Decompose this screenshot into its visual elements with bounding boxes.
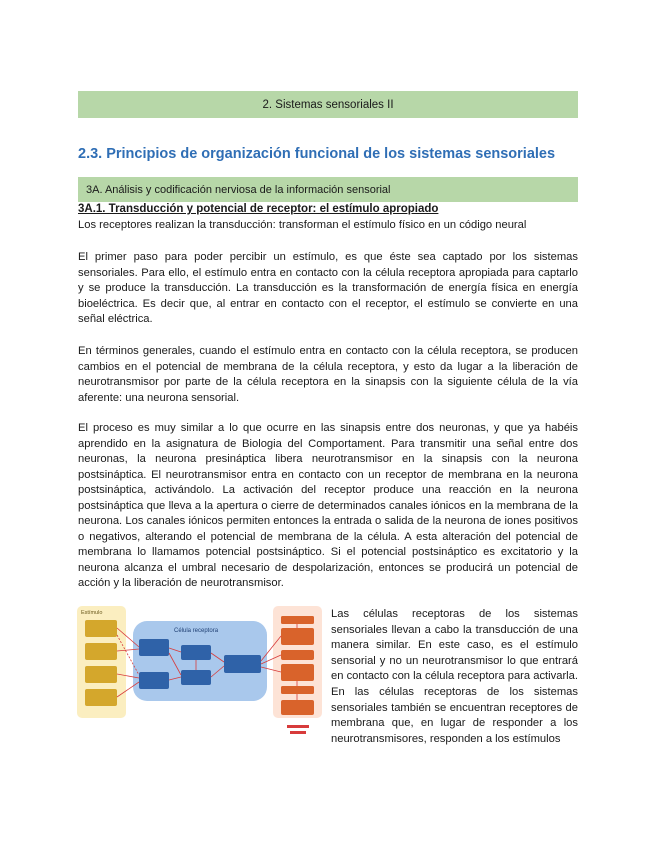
paragraph-1: El primer paso para poder percibir un estímulo, es que éste sea captado por los sistemas sensoriales. Para ello, el estímulo entra en contacto con la célula receptora apropiada para captarlo y se produce la transducción. La transducción es la transformación de energía física en energía bioeléctrica. Es decir que, al entrar en contacto con el receptor, el estímulo se convierte en una señal eléctrica. (78, 251, 578, 325)
intro-paragraph: Los receptores realizan la transducción: transforman el estímulo físico en un código neural (78, 219, 527, 231)
section-banner (78, 91, 578, 118)
paragraph-3: El proceso es muy similar a lo que ocurre en las sinapsis entre dos neuronas, y que ya habéis aprendido en la asignatura de Biologia del Comportament. Para transmitir una señal entre dos neuronas, la neurona presináptica libera neurotransmisor en la sinapsis con la neurona postsináptica. El neurotransmisor entra en contacto con un receptor de membrana en la neurona postsináptica, activándolo. La activación del receptor produce una reacción en la neurona postsináptica que lleva a la apertura o cierre de determinados canales iónicos en la membrana de la neurona. Los canales iónicos permiten entonces la entrada o salida de la neurona de iones positivos o negativos, alterando el potencial de membrana de la célula. A esta alteración del potencial de membrana lo llamamos potencial postsináptico. Si el potencial postsináptico es excitatorio y la neurona alcanza el umbral necesario de despolarización, entonces se producirá un potencial de acción y la liberación de neurotransmisor. (78, 422, 578, 589)
subsection-text: 3A. Análisis y codificación nerviosa de la información sensorial (86, 183, 391, 196)
paragraph-2: En términos generales, cuando el estímulo entra en contacto con la célula receptora, se producen cambios en el potencial de membrana de la célula receptora, y esto da lugar a la liberación de neurotransmisor por parte de la célula receptora en la sinapsis con la siguiente célula de la vía aferente: una neurona sensorial. (78, 345, 578, 404)
stimulus-panel-label: Estímulo (81, 610, 103, 616)
output-box (281, 686, 314, 694)
cell-box (181, 645, 211, 660)
stimulus-box (85, 620, 117, 637)
stimulus-box (85, 666, 117, 683)
subsection-heading: 3A.1. Transducción y potencial de receptor: el estímulo apropiado (78, 203, 439, 215)
receptor-cell-label: Célula receptora (174, 628, 219, 634)
cell-box (224, 655, 261, 673)
subsection-banner (78, 177, 578, 202)
output-caption-mark (290, 731, 306, 734)
stimulus-box (85, 689, 117, 706)
section-banner-text: 2. Sistemas sensoriales II (262, 98, 394, 111)
cell-box (181, 670, 211, 685)
cell-box (139, 639, 169, 656)
cell-box (139, 672, 169, 689)
output-box (281, 700, 314, 715)
stimulus-box (85, 643, 117, 660)
output-box (281, 664, 314, 681)
output-box (281, 650, 314, 660)
section-title: 2.3. Principios de organización funcional de los sistemas sensoriales (78, 146, 556, 162)
output-box (281, 616, 314, 624)
output-box (281, 628, 314, 645)
side-paragraph: Las células receptoras de los sistemas sensoriales llevan a cabo la transducción de una manera similar. En este caso, es el estímulo sensorial y no un neurotransmisor lo que entrará en contacto con la célula receptora para activarla. En las células receptoras de los sistemas sensoriales también se encuentran receptores de membrana que, en lugar de responder a los neurotransmisores, responden a los estímulos (331, 608, 578, 745)
output-caption-mark (287, 725, 309, 728)
transduction-figure (76, 605, 323, 740)
